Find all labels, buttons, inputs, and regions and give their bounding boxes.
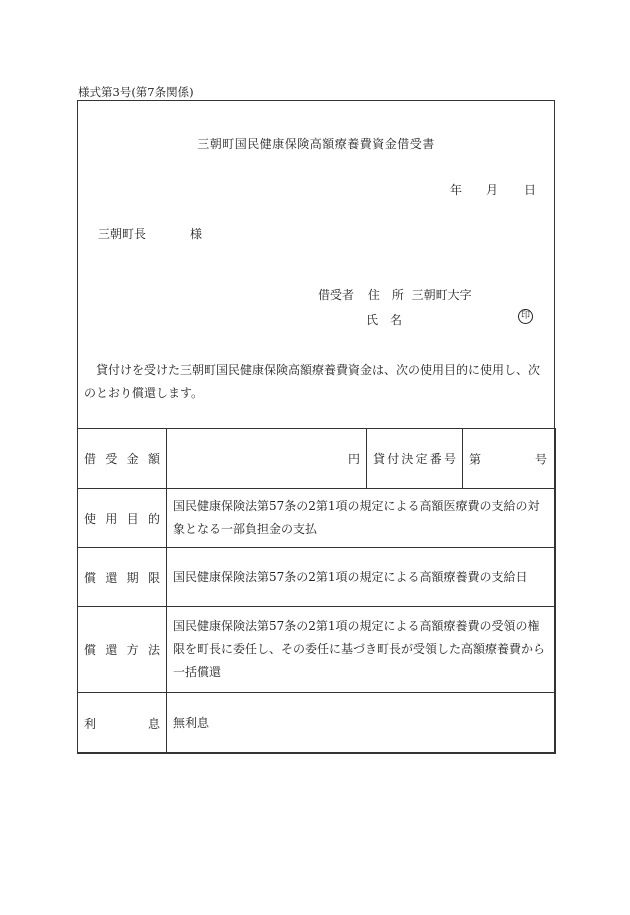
method-label: 償還方法: [78, 607, 167, 693]
table-row-purpose: [78, 489, 556, 548]
form-number: 様式第3号(第7条関係): [78, 85, 194, 99]
amount-unit: 円: [167, 429, 367, 489]
interest-value: 無利息: [167, 693, 556, 754]
borrower-label: 借受者: [318, 288, 355, 302]
borrower-address-row: [318, 286, 472, 303]
addressee-name: 三朝町長: [98, 227, 147, 241]
decision-number-suffix: 号: [534, 452, 547, 466]
date-day: 日: [524, 183, 537, 197]
purpose-label: 使用目的: [78, 489, 167, 548]
addressee-honorific: 様: [190, 227, 203, 241]
form-frame: [77, 100, 555, 753]
decision-number-label: 貸付決定番号: [367, 429, 463, 489]
document-title: 三朝町国民健康保険高額療養費資金借受書: [197, 137, 435, 151]
address-label: 住 所: [367, 288, 404, 302]
table-row-method: [78, 607, 556, 693]
deadline-value: 国民健康保険法第57条の2第1項の規定による高額療養費の支給日: [167, 548, 556, 607]
table-row-amount: [78, 429, 556, 489]
purpose-value: 国民健康保険法第57条の2第1項の規定による高額医療費の支給の対象となる一部負担金の支払: [167, 489, 556, 548]
seal-mark: 印: [518, 309, 533, 324]
addressee: [98, 225, 203, 242]
method-value: 国民健康保険法第57条の2第1項の規定による高額療養費の受領の権限を町長に委任し、その委任に基づき町長が受領した高額療養費から一括償還: [167, 607, 556, 693]
borrower-name-row: [366, 311, 402, 328]
deadline-label: 償還期限: [78, 548, 167, 607]
amount-label: 借受金額: [78, 429, 167, 489]
loan-details-table: [77, 428, 556, 754]
address-value: 三朝町大字: [411, 288, 472, 302]
date-year: 年: [450, 183, 463, 197]
name-label: 氏 名: [366, 313, 403, 327]
table-row-deadline: [78, 548, 556, 607]
decision-number-cell: [463, 429, 556, 489]
statement-text: 貸付けを受けた三朝町国民健康保険高額療養費資金は、次の使用目的に使用し、次のとおり償還します。: [84, 363, 541, 400]
date-line: [78, 181, 556, 197]
table-row-interest: [78, 693, 556, 754]
date-month: 月: [486, 183, 499, 197]
interest-label: 利息: [78, 693, 167, 754]
decision-number-prefix: 第: [469, 452, 482, 466]
